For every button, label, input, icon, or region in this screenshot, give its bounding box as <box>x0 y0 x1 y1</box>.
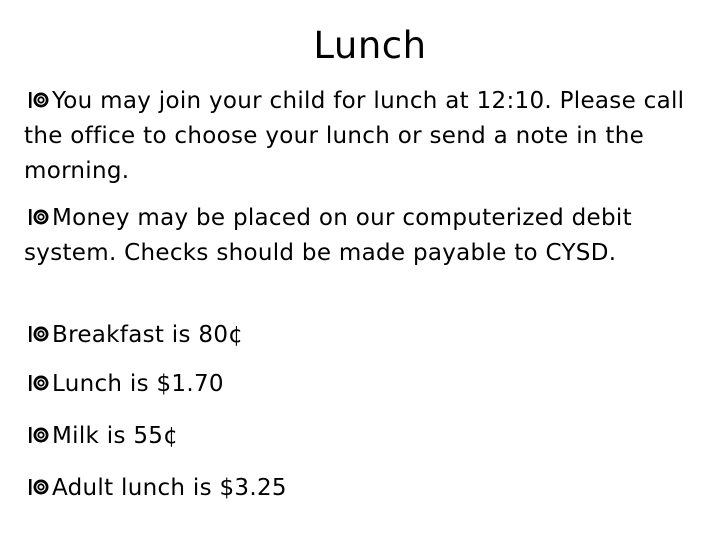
cd-disc-icon <box>28 426 50 444</box>
bullet-item <box>24 367 700 402</box>
cd-disc-icon <box>28 91 50 109</box>
bullet-item <box>24 84 700 189</box>
cd-disc-icon <box>28 478 50 496</box>
bullet-text: You may join your child for lunch at 12:10. Please call the office to choose your lunch or send a note in the morning. <box>24 88 685 184</box>
bullet-text: Lunch is $1.70 <box>52 371 224 397</box>
bullet-text: Milk is 55¢ <box>52 423 179 449</box>
bullet-item <box>24 419 700 454</box>
slide-title: Lunch <box>313 24 427 67</box>
cd-disc-icon <box>28 208 50 226</box>
bullet-text: Adult lunch is $3.25 <box>52 475 287 501</box>
cd-disc-icon <box>28 325 50 343</box>
bullet-text: Breakfast is 80¢ <box>52 322 244 348</box>
bullet-item <box>24 201 700 271</box>
cd-disc-icon <box>28 374 50 392</box>
bullet-item <box>24 471 700 506</box>
bullet-text: Money may be placed on our computerized debit system. Checks should be made payable to CYSD. <box>24 205 632 266</box>
bullet-item <box>24 318 700 353</box>
